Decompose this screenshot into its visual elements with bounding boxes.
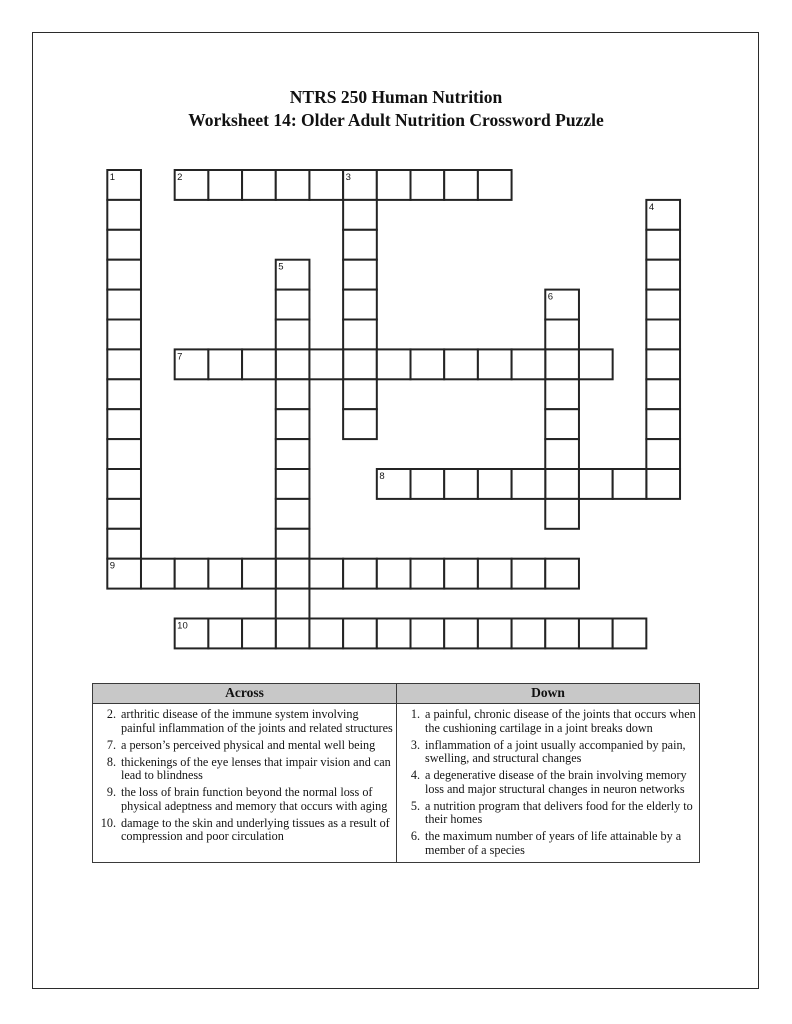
grid-cell-number: 2: [177, 172, 183, 183]
grid-cell: [444, 349, 478, 379]
grid-cell: [646, 409, 680, 439]
grid-cell: [545, 559, 579, 589]
clue-text: a nutrition program that delivers food for the elderly to their homes: [425, 798, 693, 826]
grid-cell: [141, 559, 175, 589]
grid-cell: [613, 469, 647, 499]
grid-cell: [411, 170, 445, 200]
grid-cell-number: 7: [177, 351, 183, 363]
grid-cell: [343, 200, 377, 230]
grid-cell: [478, 559, 512, 589]
clue-text: a degenerative disease of the brain involving memory loss and major structural changes in neuron networks: [425, 768, 687, 796]
across-header: Across: [93, 684, 396, 704]
grid-cell: [411, 559, 445, 589]
grid-cell-number: 10: [177, 620, 188, 632]
grid-cell: [512, 559, 546, 589]
grid-cell: [107, 349, 141, 379]
grid-cell: [276, 409, 310, 439]
grid-cell: [613, 619, 647, 649]
grid-cell: [107, 529, 141, 559]
grid-cell: [343, 379, 377, 409]
grid-cell: [276, 499, 310, 529]
grid-cell: [208, 170, 242, 200]
grid-cell: [444, 170, 478, 200]
grid-cell: [242, 559, 276, 589]
grid-cell: [208, 559, 242, 589]
grid-cell: [276, 439, 310, 469]
grid-cell: [107, 469, 141, 499]
clue-number: 6.: [410, 829, 420, 843]
grid-cell: [478, 619, 512, 649]
grid-cell: [276, 170, 310, 200]
grid-cell: [646, 260, 680, 290]
grid-cell: [175, 559, 209, 589]
grid-cell: [646, 469, 680, 499]
grid-cell: [276, 589, 310, 619]
clue-number: 8.: [106, 754, 116, 769]
grid-cell: [107, 260, 141, 290]
grid-cell: [512, 349, 546, 379]
grid-cell: [545, 619, 579, 649]
grid-cell: [545, 379, 579, 409]
grid-cell: [377, 559, 411, 589]
grid-cell: [276, 379, 310, 409]
grid-cell: [343, 349, 377, 379]
grid-cell: [276, 559, 310, 589]
grid-cell: [545, 469, 579, 499]
grid-cell: [478, 349, 512, 379]
grid-cell: [377, 619, 411, 649]
grid-cell: [579, 619, 613, 649]
grid-cell: [242, 349, 276, 379]
grid-cell: [343, 290, 377, 320]
grid-cell: [309, 619, 343, 649]
grid-cell: [309, 170, 343, 200]
grid-cell-number: 6: [547, 291, 554, 303]
clue-row: [399, 739, 698, 766]
clue-number: 5.: [410, 798, 420, 813]
grid-cell: [343, 619, 377, 649]
grid-cell: [646, 230, 680, 260]
clue-number: 10.: [100, 815, 116, 830]
grid-cell: [276, 619, 310, 649]
grid-cell: [276, 529, 310, 559]
grid-cell: [343, 559, 377, 589]
clue-text: a painful, chronic disease of the joints that occurs when the cushioning cartilage in a joint breaks down: [425, 707, 696, 735]
grid-cell: [545, 499, 579, 529]
clue-text: arthritic disease of the immune system involving painful inflammation of the joints and related structures: [121, 707, 393, 735]
title-line-1: NTRS 250 Human Nutrition: [289, 87, 503, 107]
grid-cell: [107, 320, 141, 350]
grid-cell: [107, 379, 141, 409]
down-clues: [397, 704, 699, 862]
grid-cell: [579, 469, 613, 499]
across-clues: [93, 704, 396, 849]
grid-cell: [444, 559, 478, 589]
grid-cell: [276, 349, 310, 379]
grid-cell: [343, 320, 377, 350]
grid-cell: [545, 409, 579, 439]
grid-cell: [309, 349, 343, 379]
grid-cell: [377, 170, 411, 200]
grid-cell: [107, 200, 141, 230]
grid-cell: [377, 349, 411, 379]
grid-cell: [107, 290, 141, 320]
grid-cell: [545, 439, 579, 469]
grid-cell: [242, 619, 276, 649]
grid-cell: [107, 499, 141, 529]
grid-cell-number: 1: [109, 172, 116, 183]
grid-cell-number: 3: [345, 172, 351, 183]
grid-cell-number: 4: [648, 201, 655, 213]
down-header: Down: [397, 684, 699, 704]
clue-row: [399, 708, 698, 735]
down-column: [396, 684, 699, 862]
clue-row: [95, 739, 395, 753]
clue-row: [95, 786, 395, 813]
grid-cell: [444, 619, 478, 649]
grid-cell: [411, 349, 445, 379]
clue-table: [92, 683, 700, 863]
grid-cell-number: 5: [278, 261, 284, 273]
clue-number: 4.: [410, 768, 420, 782]
grid-cell: [107, 439, 141, 469]
clue-number: 3.: [410, 737, 420, 752]
clue-row: [95, 817, 395, 844]
grid-cell: [276, 290, 310, 320]
grid-cell: [646, 379, 680, 409]
grid-cell: [343, 230, 377, 260]
grid-cell: [512, 469, 546, 499]
grid-cell: [309, 559, 343, 589]
grid-cell: [444, 469, 478, 499]
grid-cell: [646, 349, 680, 379]
grid-cell-number: 9: [109, 560, 116, 572]
grid-cell: [646, 290, 680, 320]
grid-cell: [579, 349, 613, 379]
grid-cell: [242, 170, 276, 200]
clue-row: [399, 800, 698, 827]
clue-number: 7.: [106, 737, 116, 752]
grid-cell: [478, 469, 512, 499]
grid-cell: [107, 230, 141, 260]
clue-text: damage to the skin and underlying tissues as a result of compression and poor circulation: [121, 815, 390, 843]
across-column: [93, 684, 396, 862]
clue-text: inflammation of a joint usually accompanied by pain, swelling, and structural changes: [425, 737, 686, 765]
grid-cell: [512, 619, 546, 649]
grid-cell: [545, 320, 579, 350]
grid-cell: [343, 409, 377, 439]
grid-cell: [411, 469, 445, 499]
grid-cell: [343, 260, 377, 290]
grid-cell: [276, 320, 310, 350]
title-line-2: Worksheet 14: Older Adult Nutrition Crossword Puzzle: [188, 110, 604, 130]
grid-cell: [646, 439, 680, 469]
clue-row: [399, 830, 698, 857]
clue-row: [95, 708, 395, 735]
clue-text: the loss of brain function beyond the normal loss of physical adeptness and memory that occurs with aging: [121, 785, 388, 813]
clue-row: [95, 756, 395, 783]
clue-number: 9.: [106, 785, 116, 799]
clue-text: a person’s perceived physical and mental well being: [121, 737, 376, 752]
grid-cell: [107, 409, 141, 439]
grid-cell-number: 8: [379, 471, 385, 482]
clue-number: 2.: [106, 707, 116, 721]
grid-cell: [208, 349, 242, 379]
clue-text: the maximum number of years of life attainable by a member of a species: [425, 829, 682, 857]
grid-cell: [646, 320, 680, 350]
grid-cell: [411, 619, 445, 649]
grid-cell: [276, 469, 310, 499]
grid-cell: [208, 619, 242, 649]
clue-text: thickenings of the eye lenses that impair vision and can lead to blindness: [121, 754, 391, 782]
grid-cell: [545, 349, 579, 379]
grid-cell: [478, 170, 512, 200]
clue-number: 1.: [410, 707, 420, 721]
clue-row: [399, 769, 698, 796]
